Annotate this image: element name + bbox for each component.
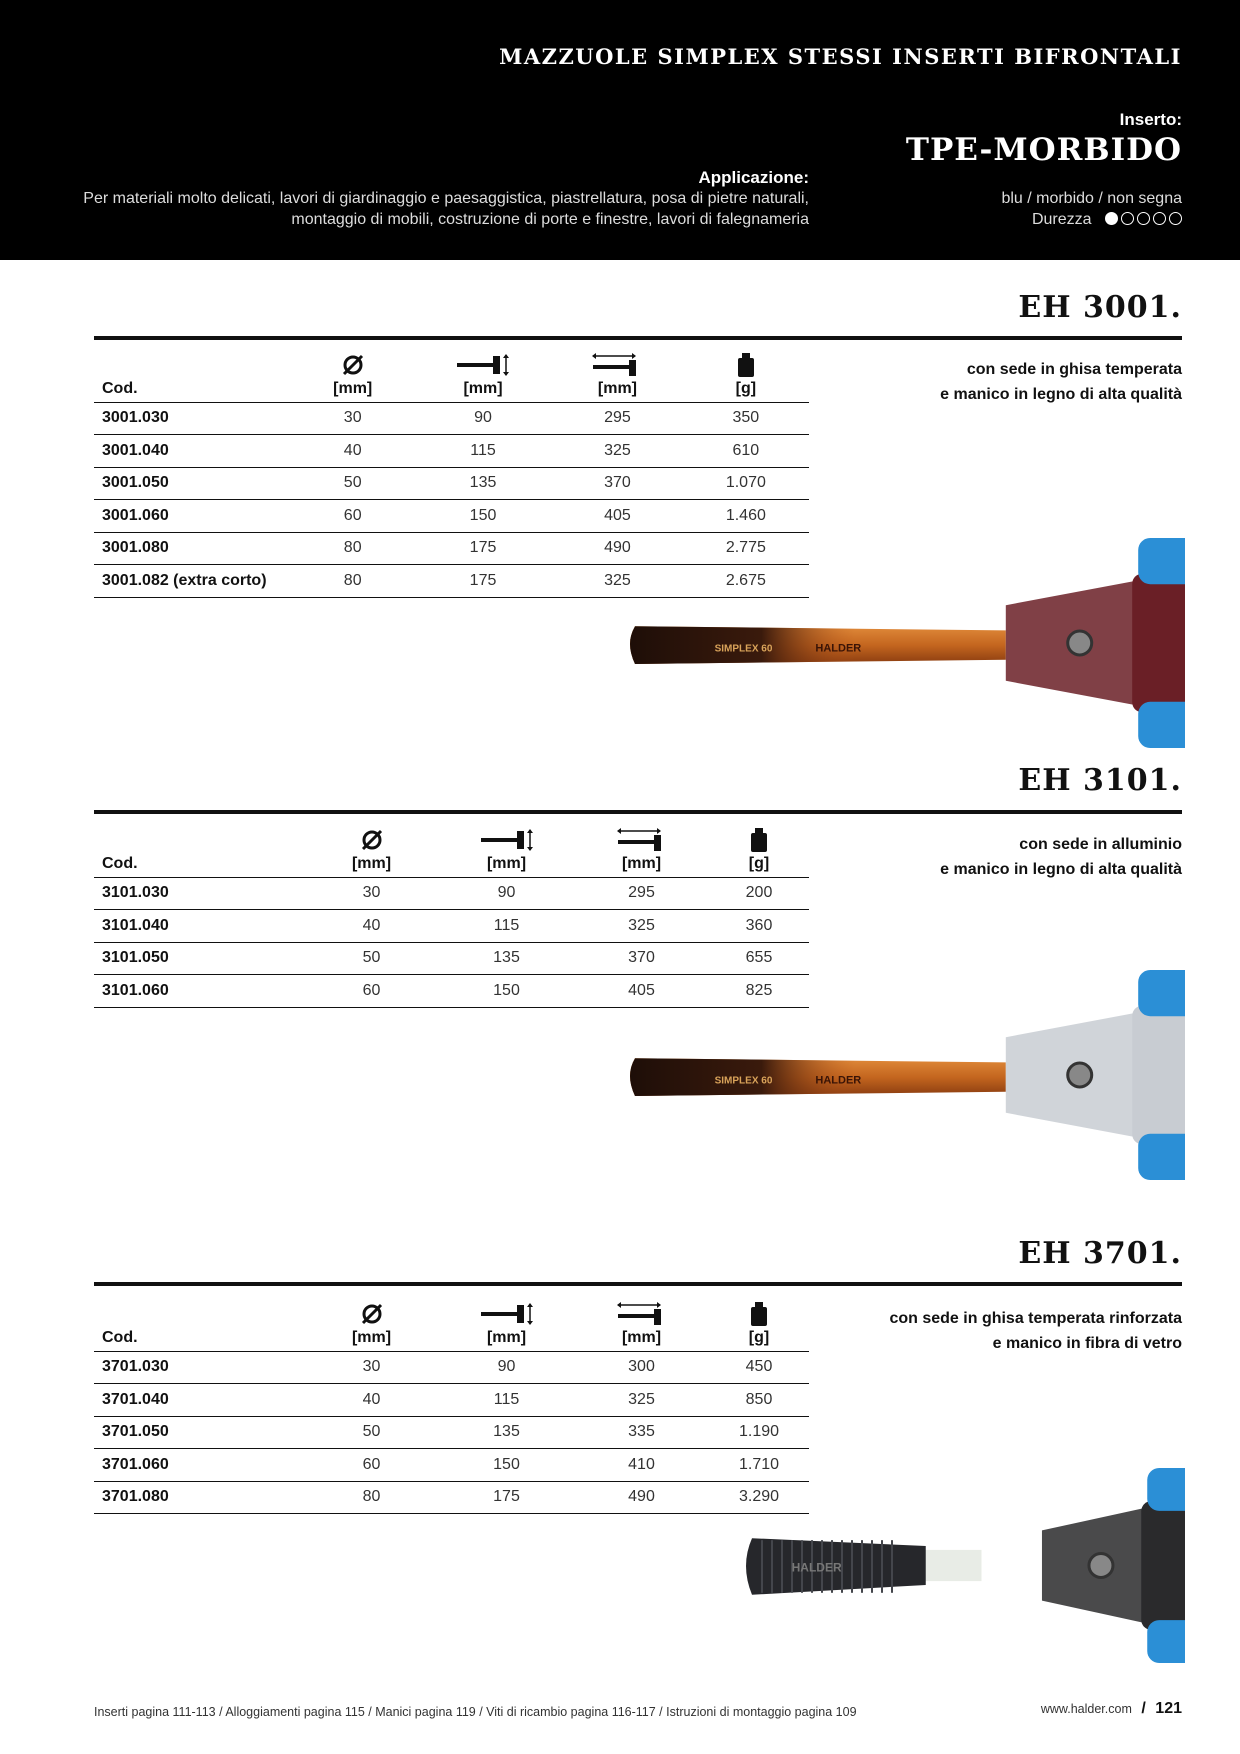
article-code: 3101.030: [94, 877, 304, 910]
header-total-length: [552, 342, 683, 402]
table-cell: 655: [709, 942, 809, 975]
description-line: con sede in alluminio: [1019, 836, 1182, 853]
table-cell: 150: [414, 500, 552, 533]
svg-text:HALDER: HALDER: [815, 1074, 862, 1087]
table-cell: 370: [574, 942, 709, 975]
hardness-dot: [1121, 212, 1134, 225]
section-divider: [94, 810, 1182, 814]
table-cell: 60: [292, 500, 414, 533]
table-row: [94, 910, 809, 943]
table-cell: 50: [292, 467, 414, 500]
article-code: 3101.060: [94, 975, 304, 1008]
description-line: e manico in legno di alta qualità: [940, 386, 1182, 403]
insert-name: TPE-MORBIDO: [905, 132, 1182, 168]
header-head-length: [439, 1291, 574, 1351]
section-divider: [94, 336, 1182, 340]
table-cell: 40: [304, 910, 439, 943]
table-cell: 405: [552, 500, 683, 533]
article-code: 3701.050: [94, 1416, 304, 1449]
table-cell: 325: [552, 565, 683, 598]
diameter-icon: [304, 1301, 439, 1327]
footer-right: [1041, 1700, 1182, 1718]
table-cell: 200: [709, 877, 809, 910]
model-description: [940, 357, 1182, 407]
table-cell: 325: [574, 1384, 709, 1417]
section-divider: [94, 1282, 1182, 1286]
table-cell: 1.460: [683, 500, 809, 533]
header-label: [mm]: [486, 1328, 527, 1346]
head-length-icon: [439, 827, 574, 853]
table-cell: 80: [304, 1481, 439, 1514]
table-cell: 1.190: [709, 1416, 809, 1449]
weight-icon: [683, 352, 809, 378]
table-row: [94, 877, 809, 910]
table-row: [94, 435, 809, 468]
head-length-icon: [414, 352, 552, 378]
hardness-dot: [1137, 212, 1150, 225]
table-cell: 350: [683, 402, 809, 435]
table-cell: 450: [709, 1351, 809, 1384]
header-diameter: [292, 342, 414, 402]
table-cell: 115: [414, 435, 552, 468]
insert-label: Inserto:: [1119, 110, 1182, 129]
table-cell: 335: [574, 1416, 709, 1449]
header-total-length: [574, 817, 709, 877]
table-cell: 325: [552, 435, 683, 468]
properties-text: blu / morbido / non segna: [1001, 190, 1182, 207]
table-cell: 40: [292, 435, 414, 468]
hardness-dots: [1102, 210, 1182, 231]
table-cell: 2.775: [683, 532, 809, 565]
application-label: Applicazione:: [698, 168, 809, 187]
description-line: con sede in ghisa temperata rinforzata: [889, 1310, 1182, 1327]
head-length-icon: [439, 1301, 574, 1327]
table-row: [94, 1416, 809, 1449]
header-label: Cod.: [102, 854, 138, 872]
hammer-image: [625, 970, 1185, 1185]
article-code: 3101.040: [94, 910, 304, 943]
model-description: [940, 832, 1182, 882]
table-cell: 300: [574, 1351, 709, 1384]
header-label: [g]: [748, 1328, 770, 1346]
header-label: [mm]: [463, 379, 503, 397]
diameter-icon: [304, 827, 439, 853]
svg-text:SIMPLEX 60: SIMPLEX 60: [714, 643, 773, 655]
table-cell: 825: [709, 975, 809, 1008]
header-label: [mm]: [597, 379, 637, 397]
weight-icon: [709, 827, 809, 853]
table-cell: 850: [709, 1384, 809, 1417]
footer-separator: /: [1141, 1700, 1146, 1717]
hardness-dot: [1105, 212, 1118, 225]
table-cell: 490: [574, 1481, 709, 1514]
table-cell: 90: [439, 1351, 574, 1384]
table-cell: 60: [304, 975, 439, 1008]
article-code: 3701.060: [94, 1449, 304, 1482]
table-cell: 50: [304, 942, 439, 975]
header-weight: [683, 342, 809, 402]
hardness-label: Durezza: [1031, 211, 1092, 228]
table-cell: 3.290: [709, 1481, 809, 1514]
header-label: Cod.: [102, 379, 138, 397]
header-cod: [94, 817, 304, 877]
article-code: 3701.080: [94, 1481, 304, 1514]
description-line: con sede in ghisa temperata: [966, 361, 1182, 378]
model-description: [889, 1306, 1182, 1356]
svg-text:SIMPLEX 60: SIMPLEX 60: [714, 1075, 773, 1087]
header-head-length: [414, 342, 552, 402]
total-length-icon: [552, 352, 683, 378]
table-row: [94, 402, 809, 435]
header-label: [g]: [735, 379, 757, 397]
table-cell: 175: [439, 1481, 574, 1514]
article-code: 3001.082 (extra corto): [94, 565, 292, 598]
table-cell: 370: [552, 467, 683, 500]
diameter-icon: [292, 352, 414, 378]
header-label: Cod.: [102, 1328, 138, 1346]
table-cell: 135: [414, 467, 552, 500]
hammer-image: [625, 538, 1185, 753]
table-cell: 175: [414, 565, 552, 598]
table-row: [94, 1449, 809, 1482]
table-cell: 80: [292, 565, 414, 598]
article-code: 3701.030: [94, 1351, 304, 1384]
hardness-dot: [1153, 212, 1166, 225]
table-cell: 40: [304, 1384, 439, 1417]
table-cell: 1.710: [709, 1449, 809, 1482]
table-cell: 360: [709, 910, 809, 943]
table-cell: 30: [304, 877, 439, 910]
header-cod: [94, 1291, 304, 1351]
table-cell: 30: [304, 1351, 439, 1384]
table-row: [94, 467, 809, 500]
page-number: 121: [1155, 1700, 1182, 1717]
article-code: 3101.050: [94, 942, 304, 975]
hardness-dot: [1169, 212, 1182, 225]
header-total-length: [574, 1291, 709, 1351]
insert-properties: [1001, 188, 1182, 231]
table-cell: 150: [439, 1449, 574, 1482]
table-cell: 50: [304, 1416, 439, 1449]
table-cell: 115: [439, 910, 574, 943]
table-row: [94, 500, 809, 533]
article-code: 3701.040: [94, 1384, 304, 1417]
model-title: EH 3701.: [1018, 1236, 1182, 1271]
table-cell: 2.675: [683, 565, 809, 598]
table-cell: 295: [574, 877, 709, 910]
header-diameter: [304, 817, 439, 877]
model-title: EH 3101.: [1018, 763, 1182, 798]
footer-references: Inserti pagina 111-113 / Alloggiamenti pagina 115 / Manici pagina 119 / Viti di ricambio pagina 116-117 / Istruzioni di montaggio pagina 109: [94, 1705, 857, 1719]
header-label: [g]: [748, 854, 770, 872]
article-code: 3001.080: [94, 532, 292, 565]
svg-text:HALDER: HALDER: [791, 1560, 842, 1575]
table-row: [94, 1481, 809, 1514]
hardness-row: [1001, 209, 1182, 231]
table-cell: 135: [439, 942, 574, 975]
description-line: e manico in legno di alta qualità: [940, 861, 1182, 878]
model-title: EH 3001.: [1018, 290, 1182, 325]
table-cell: 80: [292, 532, 414, 565]
header-weight: [709, 817, 809, 877]
table-row: [94, 1384, 809, 1417]
description-line: e manico in fibra di vetro: [992, 1335, 1182, 1352]
total-length-icon: [574, 827, 709, 853]
spec-table: [94, 1291, 809, 1514]
table-cell: 1.070: [683, 467, 809, 500]
header-cod: [94, 342, 292, 402]
header-band: [0, 0, 1240, 260]
table-cell: 60: [304, 1449, 439, 1482]
article-code: 3001.040: [94, 435, 292, 468]
table-cell: 90: [414, 402, 552, 435]
table-cell: 175: [414, 532, 552, 565]
application-text: Per materiali molto delicati, lavori di giardinaggio e paesaggistica, piastrellatura, posa di pietre naturali, montaggio di mobili, costruzione di porte e finestre, lavori di falegnameria: [83, 190, 809, 228]
article-code: 3001.050: [94, 467, 292, 500]
hammer-image: [738, 1468, 1185, 1668]
header-label: [mm]: [621, 1328, 662, 1346]
series-title: MAZZUOLE SIMPLEX STESSI INSERTI BIFRONTALI: [499, 44, 1182, 69]
table-cell: 295: [552, 402, 683, 435]
table-cell: 135: [439, 1416, 574, 1449]
table-cell: 325: [574, 910, 709, 943]
article-code: 3001.060: [94, 500, 292, 533]
table-cell: 30: [292, 402, 414, 435]
header-label: [mm]: [486, 854, 527, 872]
weight-icon: [709, 1301, 809, 1327]
table-cell: 90: [439, 877, 574, 910]
header-diameter: [304, 1291, 439, 1351]
header-label: [mm]: [621, 854, 662, 872]
table-cell: 610: [683, 435, 809, 468]
article-code: 3001.030: [94, 402, 292, 435]
table-cell: 405: [574, 975, 709, 1008]
header-head-length: [439, 817, 574, 877]
header-label: [mm]: [351, 1328, 392, 1346]
header-weight: [709, 1291, 809, 1351]
header-label: [mm]: [351, 854, 392, 872]
table-cell: 410: [574, 1449, 709, 1482]
header-label: [mm]: [333, 379, 373, 397]
svg-text:HALDER: HALDER: [815, 642, 862, 655]
website-link[interactable]: www.halder.com: [1040, 1702, 1132, 1716]
table-cell: 150: [439, 975, 574, 1008]
table-cell: 490: [552, 532, 683, 565]
table-row: [94, 1351, 809, 1384]
table-cell: 115: [439, 1384, 574, 1417]
total-length-icon: [574, 1301, 709, 1327]
